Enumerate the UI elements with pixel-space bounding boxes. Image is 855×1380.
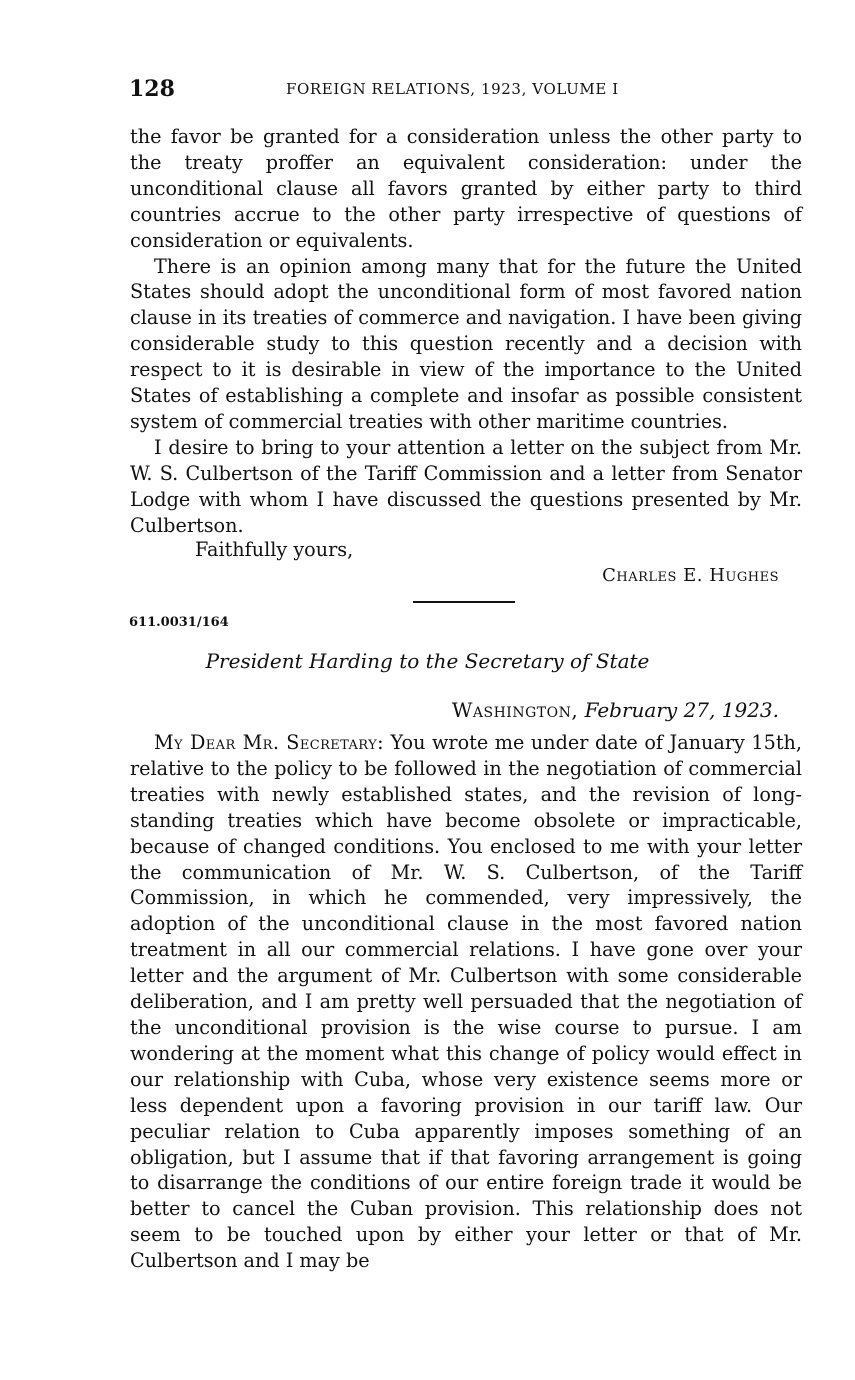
letter1-continuation: the favor be granted for a consideration unless the other party to the treaty proffer an equivalent consideration: under the unconditional clause all favors granted by either party to third countries accrue to the other party irrespective of questions of consideration or equivalents. [130, 125, 802, 252]
dateline-date: February 27, 1923. [584, 698, 779, 722]
letter1-paragraph-2: There is an opinion among many that for the future the United States should adopt the unconditional form of most favored nation clause in its treaties of commerce and navigation. I have been giving considerable study to this question recently and a decision with respect to it is desirable in view of the importance to the United States of establishing a complete and insofar as possible consistent system of commercial treaties with other maritime countries. [130, 254, 802, 433]
letter1-closing: Faithfully yours, [195, 538, 354, 561]
salutation: My Dear Mr. Secretary: [154, 731, 384, 754]
letter2-body [130, 730, 802, 1274]
dateline [452, 698, 779, 722]
file-number: 611.0031/164 [129, 615, 229, 630]
letter1-signature: Charles E. Hughes [602, 565, 779, 586]
letter1-paragraph-3: I desire to bring to your attention a letter on the subject from Mr. W. S. Culbertson of the Tariff Commission and a letter from Senator Lodge with whom I have discussed the questions presented by Mr. Culbertson. [130, 435, 802, 537]
document-title: President Harding to the Secretary of State [205, 649, 650, 673]
letter2-text: You wrote me under date of January 15th, relative to the policy to be followed in the negotiation of commercial treaties with newly established states, and the revision of long-standing treaties which have become obsolete or impracticable, because of changed conditions. You enclosed to me with your letter the communication of Mr. W. S. Culbertson, of the Tariff Commission, in which he commended, very impressively, the adoption of the unconditional clause in the most favored nation treatment in all our commercial relations. I have gone over your letter and the argument of Mr. Culbertson with some considerable deliberation, and I am pretty well persuaded that the negotiation of the unconditional provision is the wise course to pursue. I am wondering at the moment what this change of policy would effect in our relationship with Cuba, whose very existence seems more or less dependent upon a favoring provision in our tariff law. Our peculiar relation to Cuba apparently imposes something of an obligation, but I assume that if that favoring arrangement is going to disarrange the conditions of our entire foreign trade it would be better to cancel the Cuban provision. This relationship does not seem to be touched upon by either your letter or that of Mr. Culbertson and I may be [130, 731, 802, 1273]
section-divider [413, 601, 515, 603]
letter1-body [130, 124, 802, 539]
dateline-place: Washington, [451, 698, 579, 722]
page-number: 128 [129, 76, 175, 102]
letter2-paragraph [130, 730, 802, 1274]
running-title: FOREIGN RELATIONS, 1923, VOLUME I [286, 80, 619, 98]
